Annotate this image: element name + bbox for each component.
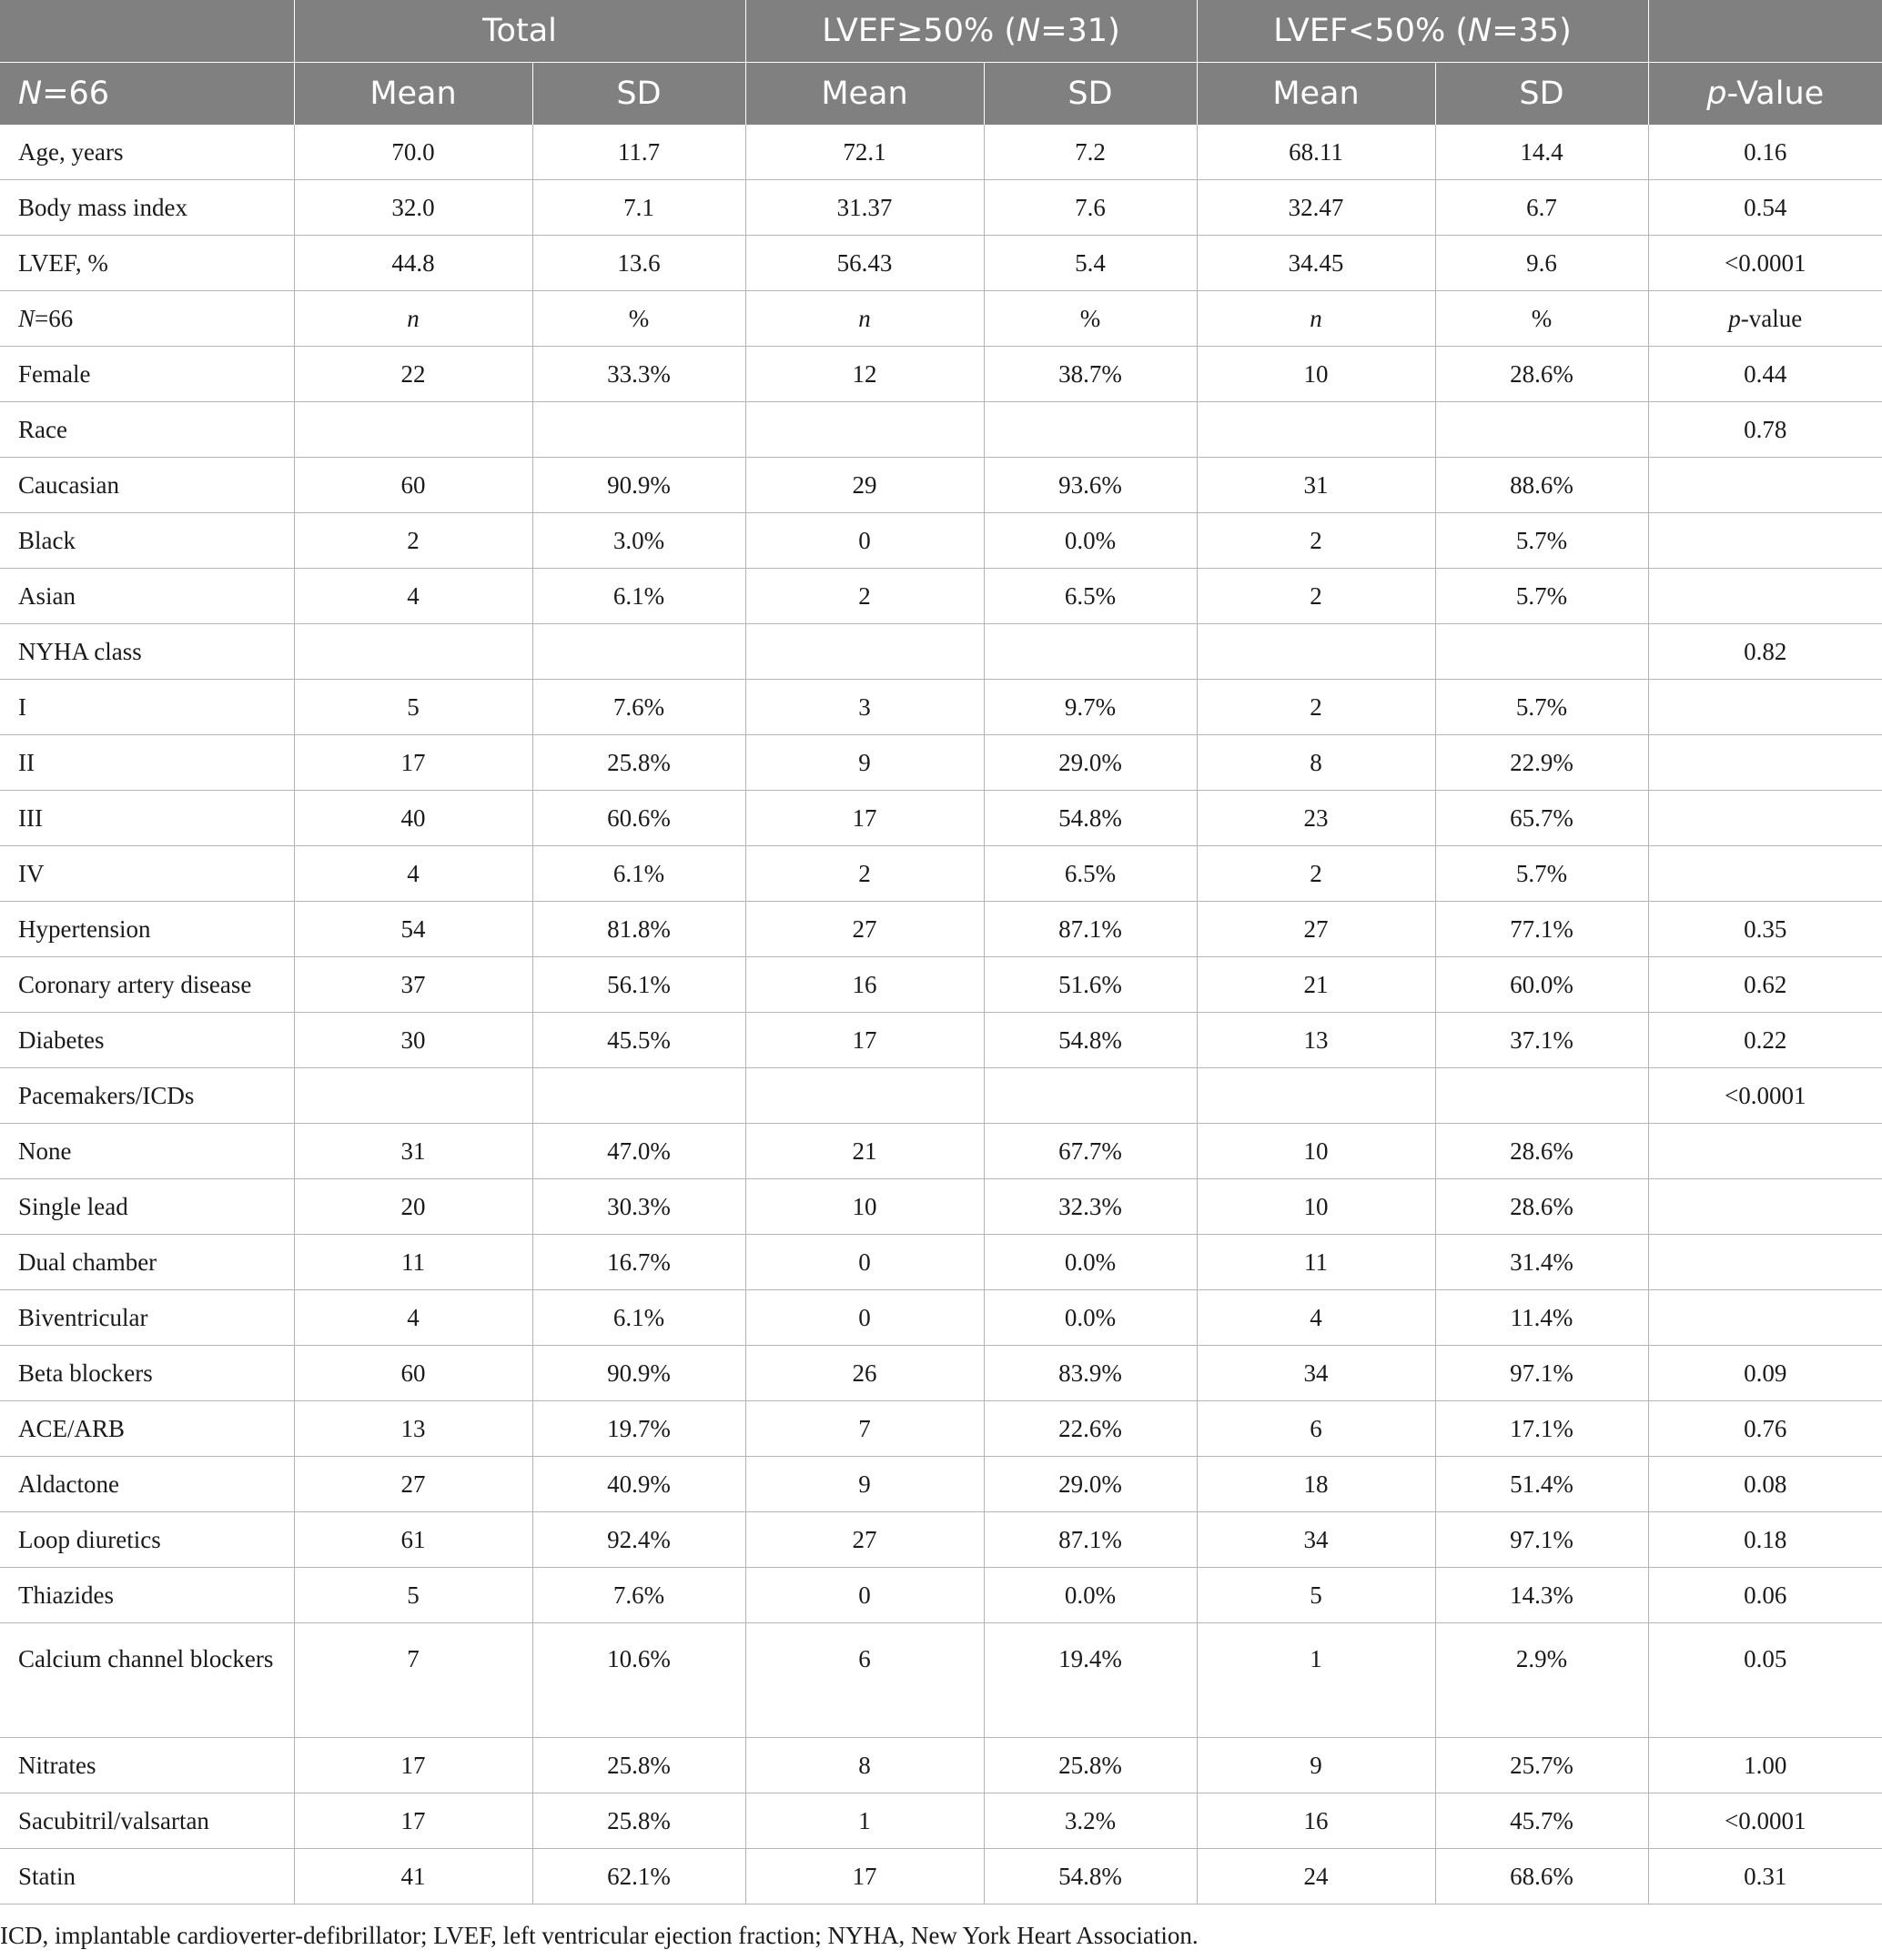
p-value-cell: 0.76 — [1648, 1401, 1882, 1457]
value-cell: 56.43 — [745, 236, 984, 291]
table-footnote: ICD, implantable cardioverter-defibrillator; LVEF, left ventricular ejection fraction; NYHA, New York Heart Association. — [0, 1922, 1199, 1949]
value-cell: 25.8% — [984, 1738, 1197, 1793]
table-row — [0, 347, 1882, 402]
row-label: Caucasian — [0, 458, 294, 513]
value-cell: 7.2 — [984, 125, 1197, 180]
value-cell: 32.47 — [1197, 180, 1435, 236]
table-row — [0, 1290, 1882, 1346]
value-cell: 14.3% — [1435, 1568, 1648, 1623]
p-value-cell — [1648, 1179, 1882, 1235]
value-cell: 21 — [1197, 957, 1435, 1013]
value-cell: 33.3% — [532, 347, 745, 402]
value-cell: 7.6% — [532, 1568, 745, 1623]
value-cell: 14.4 — [1435, 125, 1648, 180]
value-cell: 5.7% — [1435, 569, 1648, 624]
table-row — [0, 902, 1882, 957]
value-cell: 25.7% — [1435, 1738, 1648, 1793]
row-label: II — [0, 735, 294, 791]
table-row — [0, 1124, 1882, 1179]
value-cell: 25.8% — [532, 735, 745, 791]
value-cell: 21 — [745, 1124, 984, 1179]
value-cell: 77.1% — [1435, 902, 1648, 957]
table-row — [0, 1401, 1882, 1457]
value-cell: 6 — [745, 1623, 984, 1738]
value-cell: 2 — [1197, 680, 1435, 735]
value-cell — [1435, 402, 1648, 458]
p-value-cell — [1648, 1290, 1882, 1346]
p-value-cell — [1648, 680, 1882, 735]
value-cell: 68.11 — [1197, 125, 1435, 180]
value-cell: 2 — [294, 513, 532, 569]
row-label: I — [0, 680, 294, 735]
value-cell: 10 — [1197, 1179, 1435, 1235]
value-cell: 65.7% — [1435, 791, 1648, 846]
value-cell: 87.1% — [984, 902, 1197, 957]
value-cell: 30.3% — [532, 1179, 745, 1235]
value-cell: 0.0% — [984, 1235, 1197, 1290]
p-value-cell — [1648, 1124, 1882, 1179]
value-cell — [1197, 1068, 1435, 1124]
header-sd: SD — [532, 63, 745, 126]
value-cell: 8 — [745, 1738, 984, 1793]
table-row — [0, 1849, 1882, 1904]
value-cell: 24 — [1197, 1849, 1435, 1904]
value-cell: 5 — [294, 1568, 532, 1623]
p-value-cell: 0.08 — [1648, 1457, 1882, 1512]
value-cell: 7 — [745, 1401, 984, 1457]
value-cell — [1197, 624, 1435, 680]
value-cell: 81.8% — [532, 902, 745, 957]
value-cell: 83.9% — [984, 1346, 1197, 1401]
value-cell — [984, 402, 1197, 458]
value-cell: 6.5% — [984, 569, 1197, 624]
value-cell: 45.5% — [532, 1013, 745, 1068]
value-cell: 28.6% — [1435, 347, 1648, 402]
row-label: Coronary artery disease — [0, 957, 294, 1013]
value-cell: 27 — [745, 902, 984, 957]
row-label: Nitrates — [0, 1738, 294, 1793]
value-cell: 5 — [1197, 1568, 1435, 1623]
value-cell: 90.9% — [532, 458, 745, 513]
value-cell: 3.2% — [984, 1793, 1197, 1849]
value-cell: 0.0% — [984, 513, 1197, 569]
row-label: Statin — [0, 1849, 294, 1904]
value-cell — [294, 624, 532, 680]
table-row — [0, 735, 1882, 791]
value-cell: 17 — [294, 1738, 532, 1793]
value-cell — [532, 402, 745, 458]
table-row — [0, 1623, 1882, 1738]
value-cell: 38.7% — [984, 347, 1197, 402]
value-cell: 6.1% — [532, 569, 745, 624]
value-cell: 10 — [1197, 347, 1435, 402]
value-cell: 92.4% — [532, 1512, 745, 1568]
value-cell: 97.1% — [1435, 1346, 1648, 1401]
header-total: Total — [294, 0, 745, 63]
header-row-stats — [0, 63, 1882, 126]
value-cell: 22.9% — [1435, 735, 1648, 791]
value-cell — [532, 624, 745, 680]
value-cell: 97.1% — [1435, 1512, 1648, 1568]
row-label: Black — [0, 513, 294, 569]
value-cell: 31.37 — [745, 180, 984, 236]
subheader-pvalue: p-value — [1648, 291, 1882, 347]
table-row — [0, 791, 1882, 846]
value-cell: 11 — [1197, 1235, 1435, 1290]
row-label: Aldactone — [0, 1457, 294, 1512]
value-cell: 40.9% — [532, 1457, 745, 1512]
value-cell: 29.0% — [984, 1457, 1197, 1512]
value-cell: 6.1% — [532, 1290, 745, 1346]
table-body — [0, 125, 1882, 1904]
value-cell: 13 — [294, 1401, 532, 1457]
row-label: Diabetes — [0, 1013, 294, 1068]
value-cell: 6.7 — [1435, 180, 1648, 236]
value-cell: 25.8% — [532, 1793, 745, 1849]
value-cell: 0 — [745, 1568, 984, 1623]
value-cell: 27 — [745, 1512, 984, 1568]
value-cell: 31.4% — [1435, 1235, 1648, 1290]
subheader-row — [0, 291, 1882, 347]
table-row — [0, 1346, 1882, 1401]
subheader-n-label: N=66 — [0, 291, 294, 347]
header-empty-cell — [1648, 0, 1882, 63]
value-cell: 17 — [745, 1849, 984, 1904]
p-value-cell — [1648, 735, 1882, 791]
value-cell: 9.7% — [984, 680, 1197, 735]
value-cell: 17 — [294, 735, 532, 791]
subheader-n: n — [745, 291, 984, 347]
value-cell: 1 — [1197, 1623, 1435, 1738]
table-row — [0, 1512, 1882, 1568]
table-row — [0, 624, 1882, 680]
value-cell: 7.6 — [984, 180, 1197, 236]
p-value-cell: 0.54 — [1648, 180, 1882, 236]
value-cell: 22.6% — [984, 1401, 1197, 1457]
header-lvef-ge-50: LVEF≥50% (N=31) — [745, 0, 1197, 63]
value-cell: 4 — [294, 569, 532, 624]
value-cell: 17.1% — [1435, 1401, 1648, 1457]
table-row — [0, 569, 1882, 624]
value-cell: 11 — [294, 1235, 532, 1290]
value-cell: 68.6% — [1435, 1849, 1648, 1904]
table-row — [0, 180, 1882, 236]
p-value-cell: 0.16 — [1648, 125, 1882, 180]
value-cell: 20 — [294, 1179, 532, 1235]
value-cell: 5.4 — [984, 236, 1197, 291]
table-row — [0, 1568, 1882, 1623]
row-label: LVEF, % — [0, 236, 294, 291]
value-cell — [532, 1068, 745, 1124]
row-label: Age, years — [0, 125, 294, 180]
row-label: Single lead — [0, 1179, 294, 1235]
value-cell: 6.1% — [532, 846, 745, 902]
value-cell: 5.7% — [1435, 513, 1648, 569]
value-cell: 61 — [294, 1512, 532, 1568]
table-row — [0, 1179, 1882, 1235]
header-row-groups — [0, 0, 1882, 63]
value-cell: 5.7% — [1435, 680, 1648, 735]
table-row — [0, 957, 1882, 1013]
value-cell — [294, 1068, 532, 1124]
value-cell: 88.6% — [1435, 458, 1648, 513]
value-cell: 9 — [1197, 1738, 1435, 1793]
row-label: NYHA class — [0, 624, 294, 680]
table-row — [0, 1738, 1882, 1793]
p-value-cell — [1648, 791, 1882, 846]
p-value-cell — [1648, 1235, 1882, 1290]
p-value-cell: 0.09 — [1648, 1346, 1882, 1401]
row-label: III — [0, 791, 294, 846]
table-row — [0, 1457, 1882, 1512]
table-row — [0, 1235, 1882, 1290]
value-cell: 32.0 — [294, 180, 532, 236]
header-mean: Mean — [745, 63, 984, 126]
row-label: Body mass index — [0, 180, 294, 236]
value-cell: 45.7% — [1435, 1793, 1648, 1849]
p-value-cell — [1648, 846, 1882, 902]
value-cell: 60 — [294, 458, 532, 513]
value-cell: 9 — [745, 735, 984, 791]
row-label: None — [0, 1124, 294, 1179]
value-cell: 41 — [294, 1849, 532, 1904]
value-cell: 93.6% — [984, 458, 1197, 513]
value-cell: 34 — [1197, 1512, 1435, 1568]
value-cell: 28.6% — [1435, 1124, 1648, 1179]
value-cell: 87.1% — [984, 1512, 1197, 1568]
value-cell: 4 — [1197, 1290, 1435, 1346]
value-cell: 2 — [745, 846, 984, 902]
value-cell: 2 — [1197, 846, 1435, 902]
table-row — [0, 402, 1882, 458]
value-cell — [745, 402, 984, 458]
row-label: Pacemakers/ICDs — [0, 1068, 294, 1124]
header-mean: Mean — [294, 63, 532, 126]
p-value-cell: 1.00 — [1648, 1738, 1882, 1793]
header-pvalue: p-Value — [1648, 63, 1882, 126]
subheader-n: n — [1197, 291, 1435, 347]
value-cell: 22 — [294, 347, 532, 402]
value-cell — [1435, 624, 1648, 680]
value-cell: 37.1% — [1435, 1013, 1648, 1068]
value-cell: 9.6 — [1435, 236, 1648, 291]
value-cell: 51.6% — [984, 957, 1197, 1013]
header-empty-cell — [0, 0, 294, 63]
value-cell: 90.9% — [532, 1346, 745, 1401]
p-value-cell: 0.18 — [1648, 1512, 1882, 1568]
value-cell: 0 — [745, 513, 984, 569]
value-cell: 2 — [1197, 513, 1435, 569]
value-cell: 3 — [745, 680, 984, 735]
value-cell — [745, 624, 984, 680]
value-cell: 67.7% — [984, 1124, 1197, 1179]
value-cell — [294, 402, 532, 458]
p-value-cell: 0.62 — [1648, 957, 1882, 1013]
value-cell: 2.9% — [1435, 1623, 1648, 1738]
value-cell: 31 — [294, 1124, 532, 1179]
row-label: Thiazides — [0, 1568, 294, 1623]
value-cell: 3.0% — [532, 513, 745, 569]
value-cell: 9 — [745, 1457, 984, 1512]
value-cell: 2 — [745, 569, 984, 624]
row-label: Race — [0, 402, 294, 458]
value-cell: 31 — [1197, 458, 1435, 513]
header-mean: Mean — [1197, 63, 1435, 126]
row-label: IV — [0, 846, 294, 902]
table-row — [0, 236, 1882, 291]
value-cell: 54.8% — [984, 791, 1197, 846]
value-cell: 5.7% — [1435, 846, 1648, 902]
value-cell: 12 — [745, 347, 984, 402]
value-cell: 26 — [745, 1346, 984, 1401]
value-cell: 17 — [745, 791, 984, 846]
value-cell: 10.6% — [532, 1623, 745, 1738]
value-cell: 18 — [1197, 1457, 1435, 1512]
value-cell: 28.6% — [1435, 1179, 1648, 1235]
p-value-cell: 0.35 — [1648, 902, 1882, 957]
p-value-cell — [1648, 458, 1882, 513]
p-value-cell — [1648, 513, 1882, 569]
value-cell: 0 — [745, 1235, 984, 1290]
row-label: Female — [0, 347, 294, 402]
value-cell: 0 — [745, 1290, 984, 1346]
value-cell: 29.0% — [984, 735, 1197, 791]
subheader-n: n — [294, 291, 532, 347]
value-cell: 19.7% — [532, 1401, 745, 1457]
value-cell: 2 — [1197, 569, 1435, 624]
value-cell: 27 — [1197, 902, 1435, 957]
p-value-cell: 0.05 — [1648, 1623, 1882, 1738]
value-cell: 6.5% — [984, 846, 1197, 902]
value-cell: 25.8% — [532, 1738, 745, 1793]
p-value-cell: <0.0001 — [1648, 236, 1882, 291]
value-cell: 4 — [294, 846, 532, 902]
value-cell: 17 — [294, 1793, 532, 1849]
p-value-cell: 0.44 — [1648, 347, 1882, 402]
value-cell: 5 — [294, 680, 532, 735]
header-sd: SD — [984, 63, 1197, 126]
p-value-cell: 0.82 — [1648, 624, 1882, 680]
row-label: Loop diuretics — [0, 1512, 294, 1568]
value-cell: 11.7 — [532, 125, 745, 180]
value-cell: 1 — [745, 1793, 984, 1849]
value-cell: 27 — [294, 1457, 532, 1512]
subheader-percent: % — [532, 291, 745, 347]
table-row — [0, 1793, 1882, 1849]
value-cell: 54 — [294, 902, 532, 957]
value-cell: 60.0% — [1435, 957, 1648, 1013]
value-cell: 16 — [1197, 1793, 1435, 1849]
value-cell: 6 — [1197, 1401, 1435, 1457]
value-cell: 13.6 — [532, 236, 745, 291]
value-cell: 47.0% — [532, 1124, 745, 1179]
header-n-label: N=66 — [0, 63, 294, 126]
p-value-cell: 0.06 — [1648, 1568, 1882, 1623]
table-row — [0, 125, 1882, 180]
header-lvef-lt-50: LVEF<50% (N=35) — [1197, 0, 1648, 63]
row-label: Biventricular — [0, 1290, 294, 1346]
value-cell: 19.4% — [984, 1623, 1197, 1738]
value-cell: 44.8 — [294, 236, 532, 291]
value-cell: 17 — [745, 1013, 984, 1068]
value-cell: 16 — [745, 957, 984, 1013]
table-row — [0, 680, 1882, 735]
header-sd: SD — [1435, 63, 1648, 126]
subheader-percent: % — [984, 291, 1197, 347]
value-cell: 16.7% — [532, 1235, 745, 1290]
row-label: Calcium channel blockers — [0, 1623, 294, 1738]
value-cell: 60 — [294, 1346, 532, 1401]
value-cell: 8 — [1197, 735, 1435, 791]
row-label: ACE/ARB — [0, 1401, 294, 1457]
value-cell: 70.0 — [294, 125, 532, 180]
value-cell: 60.6% — [532, 791, 745, 846]
value-cell: 13 — [1197, 1013, 1435, 1068]
value-cell: 10 — [1197, 1124, 1435, 1179]
p-value-cell: 0.22 — [1648, 1013, 1882, 1068]
value-cell — [984, 624, 1197, 680]
p-value-cell: 0.31 — [1648, 1849, 1882, 1904]
value-cell: 30 — [294, 1013, 532, 1068]
row-label: Dual chamber — [0, 1235, 294, 1290]
p-value-cell: <0.0001 — [1648, 1793, 1882, 1849]
row-label: Sacubitril/valsartan — [0, 1793, 294, 1849]
table-row — [0, 513, 1882, 569]
table-row — [0, 458, 1882, 513]
value-cell: 54.8% — [984, 1013, 1197, 1068]
table-row — [0, 1013, 1882, 1068]
row-label: Hypertension — [0, 902, 294, 957]
value-cell: 23 — [1197, 791, 1435, 846]
value-cell: 40 — [294, 791, 532, 846]
value-cell: 37 — [294, 957, 532, 1013]
value-cell: 10 — [745, 1179, 984, 1235]
value-cell: 0.0% — [984, 1290, 1197, 1346]
p-value-cell: <0.0001 — [1648, 1068, 1882, 1124]
value-cell: 11.4% — [1435, 1290, 1648, 1346]
table-row — [0, 1068, 1882, 1124]
value-cell: 29 — [745, 458, 984, 513]
row-label: Asian — [0, 569, 294, 624]
value-cell: 7.6% — [532, 680, 745, 735]
row-label: Beta blockers — [0, 1346, 294, 1401]
value-cell: 4 — [294, 1290, 532, 1346]
value-cell — [1197, 402, 1435, 458]
value-cell: 0.0% — [984, 1568, 1197, 1623]
value-cell: 32.3% — [984, 1179, 1197, 1235]
p-value-cell: 0.78 — [1648, 402, 1882, 458]
table-row — [0, 846, 1882, 902]
value-cell: 34.45 — [1197, 236, 1435, 291]
value-cell: 7.1 — [532, 180, 745, 236]
value-cell: 34 — [1197, 1346, 1435, 1401]
value-cell: 54.8% — [984, 1849, 1197, 1904]
value-cell: 62.1% — [532, 1849, 745, 1904]
value-cell — [1435, 1068, 1648, 1124]
p-value-cell — [1648, 569, 1882, 624]
value-cell — [984, 1068, 1197, 1124]
value-cell: 7 — [294, 1623, 532, 1738]
value-cell — [745, 1068, 984, 1124]
value-cell: 56.1% — [532, 957, 745, 1013]
value-cell: 72.1 — [745, 125, 984, 180]
subheader-percent: % — [1435, 291, 1648, 347]
value-cell: 51.4% — [1435, 1457, 1648, 1512]
